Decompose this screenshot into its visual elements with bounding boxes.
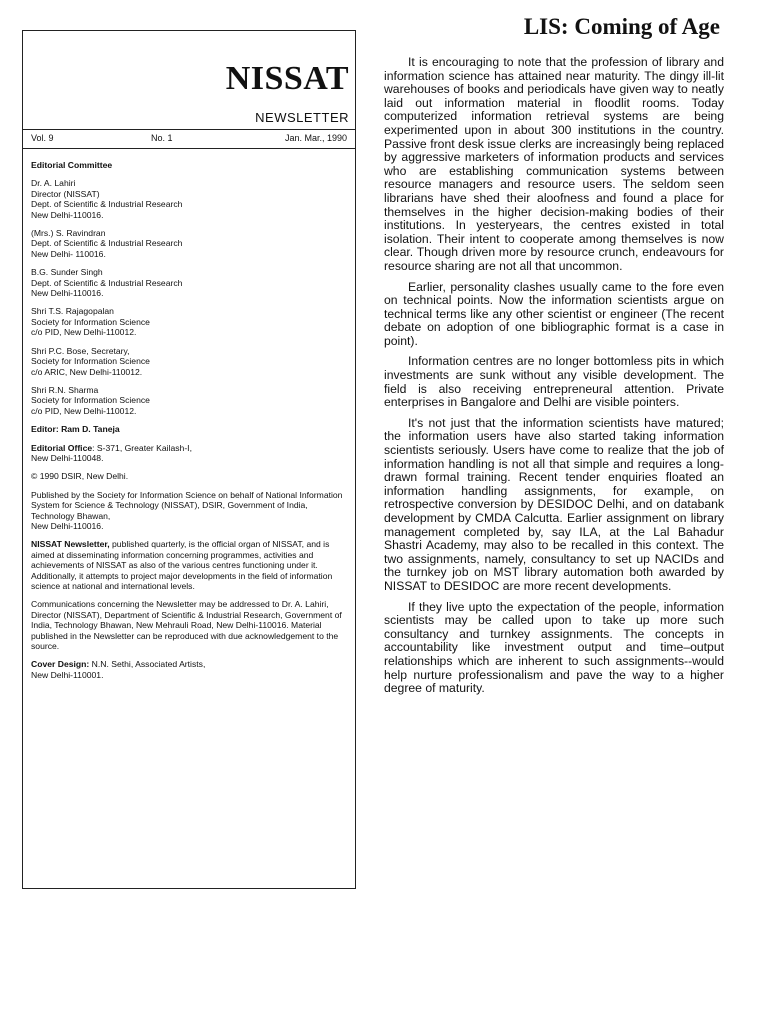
communications-info: Communications concerning the Newsletter may be addressed to Dr. A. Lahiri, Director (NISSAT), Department of Scientific & Industrial Research, Government of India, Technology Bhawan, New Mehrauli Road, New Delhi-110016. Material published in the Newsletter can be reproduced with due acknowledgement to the source. xyxy=(31,599,342,652)
committee-heading: Editorial Committee xyxy=(31,160,113,170)
article-paragraph: If they live upto the expectation of the people, information scientists may be called upon to take up more such consultancy and turnkey assignments. The concepts in accountability like investment output and time–output relationships which are inherent to such assignments--would help nurture professionalism and pave the way to a higher degree of maturity. xyxy=(384,599,724,696)
article-paragraph: Earlier, personality clashes usually came to the fore even on technical points. Now the information scientists argue on technical terms like any other scientist or engineer (The recent debate on adoption of one bibliographic format is a case in point). xyxy=(384,279,724,348)
office-address: : S-371, Greater Kailash-I, New Delhi-110048. xyxy=(31,442,192,463)
committee-member: Shri T.S. Rajagopalan Society for Information Science c/o PID, New Delhi-110012. xyxy=(31,306,150,338)
issue-volume: Vol. 9 xyxy=(31,133,54,143)
masthead-subtitle: NEWSLETTER xyxy=(255,110,349,125)
office-label: Editorial Office xyxy=(31,442,93,453)
publisher-info: Published by the Society for Information Science on behalf of National Information System for Science & Technology (NISSAT), DSIR, Government of India, Technology Bhawan, New Delhi-110016. xyxy=(31,489,343,531)
cover-text: N.N. Sethi, Associated Artists, New Delhi-110001. xyxy=(31,659,206,680)
article-heading: LIS: Coming of Age xyxy=(523,14,720,39)
article-paragraph: It is encouraging to note that the profession of library and information science has attained near maturity. The dingy ill-lit warehouses of books and periodicals have given way to neatly laid out information material in floodlit rooms. Today computerized information retrieval systems are being experimented upon in about 300 institutions in the country. Passive front desk issue clerks are increasingly being replaced by aggressive marketers of information products and services who are establishing communication systems between resource managers and resource users. The seldom seen librarians have shed their aloofness and found a place for themselves in the higher decision-making bodies of their institutions. In yesteryears, the centres existed in total isolation. Their intent to cooperate among themselves is now clear. Though driven more by resource crunch, endeavours for resource sharing are not all that uncommon. xyxy=(384,55,724,273)
masthead-title: NISSAT xyxy=(225,60,349,97)
issue-number: No. 1 xyxy=(151,133,173,143)
issue-rule-top xyxy=(23,129,355,130)
editor-label: Editor: Ram D. Taneja xyxy=(31,424,120,435)
article-body xyxy=(384,56,724,703)
article-paragraph: It's not just that the information scientists have matured; the information users have also started taking information scientists seriously. Users have come to realize that the job of information handling is not all that simple and requires a long-drawn formal training. Recent tender enquiries floated an information handling assignments, for example, on retrospective conversion by DESIDOC Delhi, and on databank development by CMDA Calcutta. Earlier assignment on library management completed by, say ILA, at the Lal Bahadur Shastri Academy, may also to be recalled in this context. The two assignments, namely, consultancy to set up NACIDs and the turnkey job on MST library automation both awarded by NISSAT to DESIDOC are more recent developments. xyxy=(384,415,724,593)
cover-label: Cover Design: xyxy=(31,659,90,670)
issue-date: Jan. Mar., 1990 xyxy=(284,133,347,143)
about-text: published quarterly, is the official organ of NISSAT, and is aimed at disseminating information concerning programmes, activities and achievements of NISSAT as also of the various centres functioning under it. Additionally, it attempts to project major developments in the field of information science at national and international levels. xyxy=(31,539,333,591)
masthead-box xyxy=(22,30,356,889)
about-label: NISSAT Newsletter, xyxy=(31,539,110,550)
committee-member: B.G. Sunder Singh Dept. of Scientific & Industrial Research New Delhi-110016. xyxy=(31,267,183,299)
committee-member: Shri P.C. Bose, Secretary, Society for Information Science c/o ARIC, New Delhi-110012. xyxy=(31,345,150,377)
issue-rule-bottom xyxy=(23,148,355,149)
committee-member: (Mrs.) S. Ravindran Dept. of Scientific & Industrial Research New Delhi- 110016. xyxy=(31,228,183,259)
copyright: © 1990 DSIR, New Delhi. xyxy=(31,471,129,482)
committee-member: Dr. A. Lahiri Director (NISSAT) Dept. of Scientific & Industrial Research New Delhi-110016. xyxy=(31,178,183,220)
article-paragraph: Information centres are no longer bottomless pits in which investments are sunk without any visible development. The field is also receiving entrepreneural attention. Private enterprises in Bangalore and Delhi are visible pointers. xyxy=(384,354,724,410)
masthead-info xyxy=(31,160,349,688)
committee-member: Shri R.N. Sharma Society for Information Science c/o PID, New Delhi-110012. xyxy=(31,384,150,416)
masthead-top-rule xyxy=(23,30,355,31)
